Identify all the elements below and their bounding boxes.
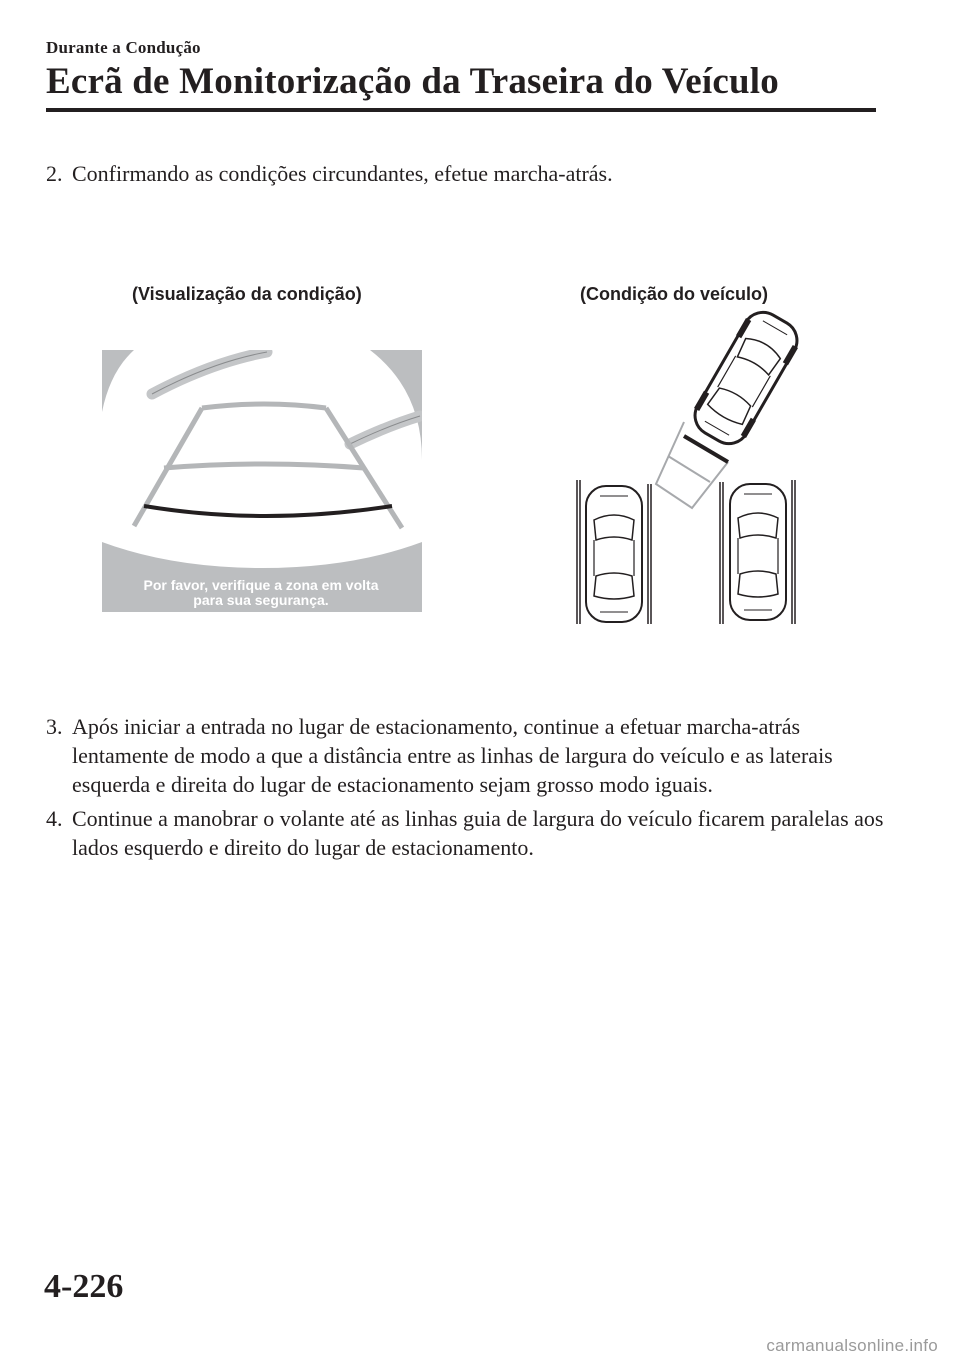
parked-car-left <box>586 486 642 622</box>
camera-view-illustration <box>102 350 422 612</box>
step-2 <box>46 159 886 188</box>
camera-image-area <box>102 350 422 568</box>
figure-label-left: (Visualização da condição) <box>132 284 362 304</box>
step-3 <box>46 712 886 799</box>
section-label: Durante a Condução <box>46 38 201 57</box>
step-number: 3. <box>46 714 63 739</box>
parked-car-right <box>730 484 786 620</box>
step-text: Continue a manobrar o volante até as linhas guia de largura do veículo ficarem paralelas aos lados esquerdo e direito do lugar de estacionamento. <box>72 806 884 860</box>
step-number: 2. <box>46 161 63 186</box>
title-rule <box>46 108 876 112</box>
reversing-car <box>686 310 806 452</box>
step-text: Após iniciar a entrada no lugar de estacionamento, continue a efetuar marcha-atrás lentamente de modo a que a distância entre as linhas de largura do veículo e as laterais esquerda e direita do lugar de estacionamento sejam grosso modo iguais. <box>72 714 833 797</box>
watermark: carmanualsonline.info <box>766 1336 938 1355</box>
figure-label-right: (Condição do veículo) <box>580 284 769 304</box>
camera-warning-message <box>102 578 420 608</box>
step-4 <box>46 804 886 862</box>
vehicle-condition-illustration <box>560 310 820 630</box>
step-number: 4. <box>46 806 63 831</box>
camera-message-line1: Por favor, verifique a zona em volta <box>143 577 379 593</box>
step-text: Confirmando as condições circundantes, efetue marcha-atrás. <box>72 161 613 186</box>
page-number: 4-226 <box>44 1268 124 1305</box>
camera-message-line2: para sua segurança. <box>193 592 329 608</box>
page-title: Ecrã de Monitorização da Traseira do Veículo <box>46 61 779 102</box>
